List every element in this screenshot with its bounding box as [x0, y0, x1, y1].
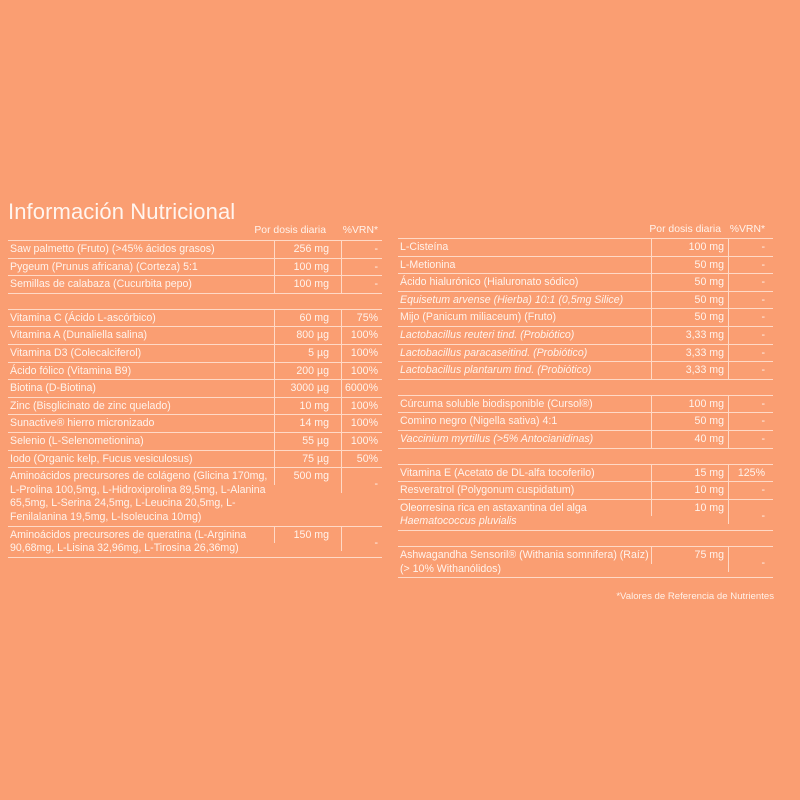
nutrient-row [8, 468, 382, 526]
nutrient-vrn: - [728, 500, 773, 525]
nutrient-name: Resveratrol (Polygonum cuspidatum) [400, 484, 575, 497]
nutrient-dose: 40 mg [651, 431, 728, 448]
nutrient-vrn: - [341, 527, 382, 552]
nutrient-name: Lactobacillus plantarum tind. (Probiótico) [400, 364, 592, 377]
nutrient-vrn: - [728, 257, 773, 274]
nutrient-name: L-Metionina [400, 258, 456, 271]
nutrient-row [398, 396, 773, 414]
nutrient-name: Vitamina C (Ácido L-ascórbico) [10, 311, 156, 324]
nutrient-vrn: 100% [341, 398, 382, 415]
nutrient-row [8, 527, 382, 558]
nutrient-vrn: - [341, 259, 382, 276]
nutrient-vrn: 100% [341, 433, 382, 450]
nutrient-row [398, 292, 773, 310]
nutrient-dose: 3,33 mg [651, 345, 728, 362]
nutrient-row [398, 482, 773, 500]
nutrient-row [8, 415, 382, 433]
nutrient-row [398, 500, 773, 531]
nutrient-dose: 10 mg [651, 500, 728, 517]
nutrient-name: Aminoácidos precursores de queratina (L-Arginina 90,68mg, L-Lisina 32,96mg, L-Tirosina 26,36mg) [10, 528, 247, 555]
nutrient-dose: 3000 µg [274, 380, 341, 397]
nutrient-vrn: - [728, 309, 773, 326]
nutrient-dose: 500 mg [274, 468, 341, 485]
nutrient-name: Ácido hialurónico (Hialuronato sódico) [400, 276, 579, 289]
nutrient-dose: 150 mg [274, 527, 341, 544]
nutrient-name: Zinc (Bisglicinato de zinc quelado) [10, 399, 171, 412]
group-separator [398, 531, 773, 547]
nutrient-row [398, 327, 773, 345]
nutrient-vrn: 125% [728, 465, 773, 482]
nutrient-name: Vitamina A (Dunaliella salina) [10, 329, 148, 342]
nutrient-name: L-Cisteína [400, 241, 449, 253]
nutrient-dose: 75 µg [274, 451, 341, 468]
nutrient-vrn: 6000% [341, 380, 382, 397]
nutrient-vrn: - [728, 345, 773, 362]
nutrient-row [8, 380, 382, 398]
nutrient-dose: 55 µg [274, 433, 341, 450]
nutrient-dose: 50 mg [651, 309, 728, 326]
nutrient-row [8, 433, 382, 451]
nutrient-name: Mijo (Panicum miliaceum) (Fruto) [400, 311, 556, 324]
nutrient-vrn: 75% [341, 310, 382, 327]
nutrient-vrn: 100% [341, 363, 382, 380]
nutrient-vrn: - [728, 413, 773, 430]
nutrient-name: Sunactive® hierro micronizado [10, 417, 155, 430]
nutrient-vrn: - [728, 274, 773, 291]
header-vrn: %VRN* [729, 224, 765, 236]
nutrient-vrn: - [728, 327, 773, 344]
nutrient-vrn: - [728, 482, 773, 499]
nutrient-vrn: - [341, 276, 382, 293]
nutrient-row [8, 363, 382, 381]
table-header [8, 222, 382, 241]
nutrient-name: Vaccinium myrtillus (>5% Antocianidinas) [400, 432, 594, 445]
nutrient-vrn: 50% [341, 451, 382, 468]
nutrient-row [8, 310, 382, 328]
nutrient-name: Aminoácidos precursores de colágeno (Glicina 170mg, L-Prolina 100,5mg, L-Hidroxiprolina 89,5mg, L-Alanina 65,5mg, L-Serina 24,5mg, L-Leucina 20,5mg, L-Fenilalanina 19,5mg, L-Isoleucina 10mg) [10, 470, 268, 523]
nutrient-vrn: - [341, 241, 382, 258]
nutrient-name: Ácido fólico (Vitamina B9) [10, 364, 132, 377]
nutrient-name: Lactobacillus reuteri tind. (Probiótico) [400, 328, 575, 341]
page-title: Información Nutricional [8, 198, 236, 224]
nutrient-name: Pygeum (Prunus africana) (Corteza) 5:1 [10, 260, 198, 273]
group-separator [8, 294, 382, 310]
nutrient-row [398, 257, 773, 275]
header-dose: Por dosis diaria [254, 225, 326, 237]
nutrient-dose: 50 mg [651, 274, 728, 291]
nutrient-dose: 100 mg [651, 396, 728, 413]
nutrient-vrn: - [728, 396, 773, 413]
nutrient-row [398, 309, 773, 327]
nutrient-row [398, 547, 773, 578]
nutrient-row [8, 259, 382, 277]
nutrient-name: Comino negro (Nigella sativa) 4:1 [400, 415, 558, 428]
nutrient-name: Semillas de calabaza (Cucurbita pepo) [10, 278, 192, 291]
nutrient-dose: 5 µg [274, 345, 341, 362]
nutrient-name: Biotina (D-Biotina) [10, 382, 96, 395]
header-vrn: %VRN* [342, 225, 378, 237]
nutrient-row [8, 276, 382, 294]
nutrient-dose: 75 mg [651, 547, 728, 564]
nutrient-row [8, 451, 382, 469]
nutrient-row [8, 398, 382, 416]
group-separator [398, 449, 773, 465]
nutrient-row [8, 241, 382, 259]
nutrient-dose: 3,33 mg [651, 362, 728, 379]
group-separator [398, 380, 773, 396]
table-header [398, 222, 773, 239]
nutrient-dose: 10 mg [651, 482, 728, 499]
nutrient-row [398, 413, 773, 431]
nutrient-dose: 14 mg [274, 415, 341, 432]
nutrient-name: Oleorresina rica en astaxantina del alga Haematococcus pluvialis [400, 501, 587, 528]
nutrient-name: Equisetum arvense (Hierba) 10:1 (0,5mg Silice) [400, 293, 624, 306]
nutrient-dose: 100 mg [274, 276, 341, 293]
nutrient-name: Lactobacillus paracaseitind. (Probiótico) [400, 346, 588, 359]
nutrient-row [398, 239, 773, 257]
nutrient-row [8, 327, 382, 345]
nutrient-dose: 50 mg [651, 257, 728, 274]
nutrient-dose: 10 mg [274, 398, 341, 415]
nutrient-name: Saw palmetto (Fruto) (>45% ácidos grasos) [10, 243, 215, 255]
nutrient-row [8, 345, 382, 363]
nutrient-vrn: - [728, 239, 773, 256]
nutrient-vrn: - [728, 292, 773, 309]
nutrient-name: Iodo (Organic kelp, Fucus vesiculosus) [10, 452, 193, 465]
header-dose: Por dosis diaria [649, 224, 721, 236]
nutrient-vrn: 100% [341, 345, 382, 362]
footnote: *Valores de Referencia de Nutrientes [616, 591, 774, 602]
nutrient-vrn: 100% [341, 327, 382, 344]
nutrient-name: Selenio (L-Selenometionina) [10, 434, 144, 447]
nutrient-dose: 100 mg [651, 239, 728, 256]
nutrient-row [398, 431, 773, 449]
nutrient-vrn: - [728, 431, 773, 448]
nutrient-row [398, 362, 773, 380]
nutrition-table-left [8, 222, 382, 558]
nutrient-dose: 50 mg [651, 292, 728, 309]
nutrient-name: Ashwagandha Sensoril® (Withania somnifera) (Raíz) (> 10% Withanólidos) [400, 548, 649, 575]
nutrient-vrn: - [341, 468, 382, 493]
nutrient-dose: 50 mg [651, 413, 728, 430]
nutrient-row [398, 465, 773, 483]
nutrient-dose: 200 µg [274, 363, 341, 380]
nutrient-name: Cúrcuma soluble biodisponible (Cursol®) [400, 397, 593, 410]
nutrient-vrn: - [728, 362, 773, 379]
nutrient-row [398, 274, 773, 292]
nutrient-name: Vitamina E (Acetato de DL-alfa tocoferilo) [400, 466, 595, 479]
nutrient-dose: 256 mg [274, 241, 341, 258]
nutrient-dose: 60 mg [274, 310, 341, 327]
nutrient-name: Vitamina D3 (Colecalciferol) [10, 346, 142, 359]
nutrient-dose: 800 µg [274, 327, 341, 344]
nutrient-dose: 3,33 mg [651, 327, 728, 344]
nutrient-vrn: 100% [341, 415, 382, 432]
nutrient-row [398, 345, 773, 363]
nutrient-vrn: - [728, 547, 773, 572]
nutrient-dose: 100 mg [274, 259, 341, 276]
nutrient-dose: 15 mg [651, 465, 728, 482]
nutrition-table-right [398, 222, 773, 578]
